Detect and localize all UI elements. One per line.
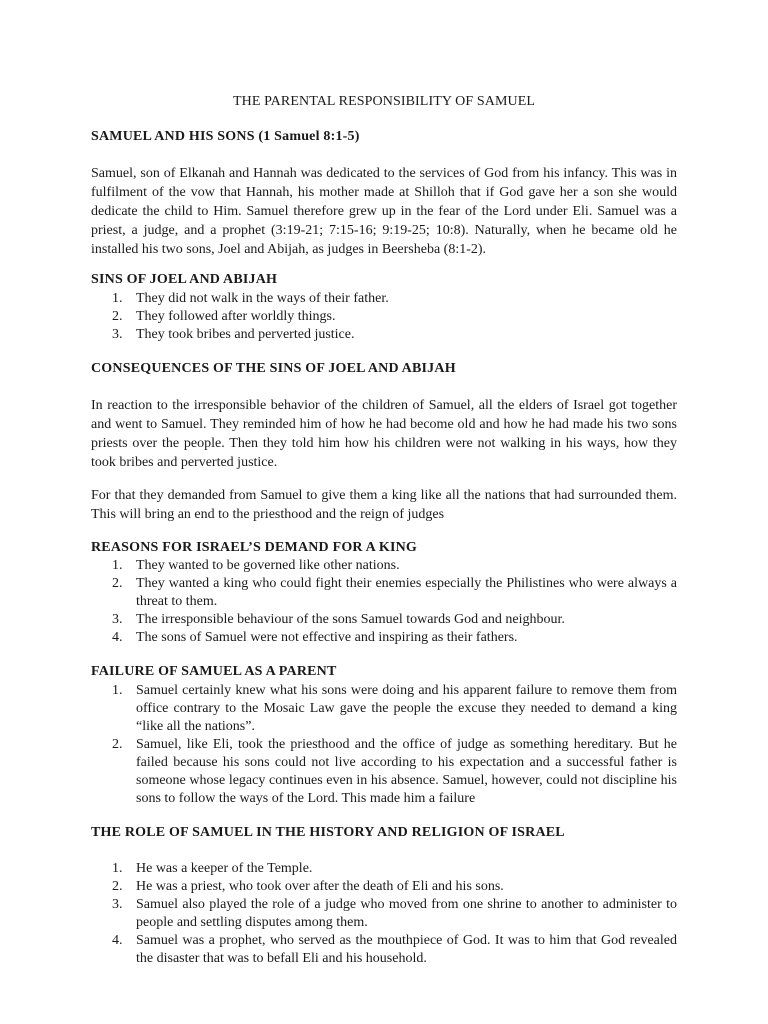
list-item — [91, 575, 677, 611]
list-item-text: They took bribes and perverted justice. — [136, 327, 355, 342]
paragraph-consequences-2: For that they demanded from Samuel to give them a king like all the nations that had surrounded them. This will bring an end to the priesthood and the reign of judges — [91, 488, 677, 522]
list-item — [91, 308, 677, 326]
role-list — [91, 860, 677, 968]
list-item — [91, 736, 677, 808]
list-item-text: The sons of Samuel were not effective and inspiring as their fathers. — [136, 630, 518, 645]
paragraph-samuel-background: Samuel, son of Elkanah and Hannah was dedicated to the services of God from his infancy. This was in fulfilment of the vow that Hannah, his mother made at Shilloh that if God gave her a son she would dedicate the child to Him. Samuel therefore grew up in the fear of the Lord under Eli. Samuel was a priest, a judge, and a prophet (3:19-21; 7:15-16; 9:19-25; 10:8). Naturally, when he became old he installed his two sons, Joel and Abijah, as judges in Beersheba (8:1-2). — [91, 166, 677, 257]
list-item-text: Samuel certainly knew what his sons were doing and his apparent failure to remove them from office contrary to the Mosaic Law gave the people the excuse they needed to demand a king “like all the nations”. — [136, 683, 677, 734]
list-number: 3. — [112, 897, 123, 912]
list-item — [91, 682, 677, 736]
list-item-text: Samuel was a prophet, who served as the mouthpiece of God. It was to him that God revealed the disaster that was to befall Eli and his household. — [136, 933, 677, 966]
sins-list — [91, 290, 677, 344]
section-heading-samuel-and-sons: SAMUEL AND HIS SONS (1 Samuel 8:1-5) — [91, 129, 360, 144]
section-heading-sins: SINS OF JOEL AND ABIJAH — [91, 272, 278, 287]
list-number: 4. — [112, 630, 123, 645]
list-item — [91, 932, 677, 968]
section-heading-failure: FAILURE OF SAMUEL AS A PARENT — [91, 664, 337, 679]
list-item-text: Samuel also played the role of a judge who moved from one shrine to another to administer to people and settling disputes among them. — [136, 897, 677, 930]
section-heading-consequences: CONSEQUENCES OF THE SINS OF JOEL AND ABIJAH — [91, 361, 456, 376]
list-number: 3. — [112, 327, 123, 342]
list-item — [91, 878, 677, 896]
list-item-text: They wanted to be governed like other nations. — [136, 558, 400, 573]
list-number: 1. — [112, 861, 123, 876]
list-item — [91, 611, 677, 629]
list-number: 2. — [112, 576, 123, 591]
list-item — [91, 860, 677, 878]
section-heading-role: THE ROLE OF SAMUEL IN THE HISTORY AND RELIGION OF ISRAEL — [91, 825, 565, 840]
list-item — [91, 896, 677, 932]
list-item — [91, 557, 677, 575]
list-item-text: They did not walk in the ways of their father. — [136, 291, 389, 306]
list-number: 2. — [112, 737, 123, 752]
list-number: 1. — [112, 683, 123, 698]
list-item-text: Samuel, like Eli, took the priesthood and the office of judge as something hereditary. But he failed because his sons could not live according to his expectation and a successful father is someone whose legacy continues even in his absence. Samuel, however, could not discipline his sons to follow the ways of the Lord. This made him a failure — [136, 737, 677, 806]
list-number: 1. — [112, 558, 123, 573]
list-item-text: He was a priest, who took over after the death of Eli and his sons. — [136, 879, 504, 894]
list-item — [91, 629, 677, 647]
list-number: 4. — [112, 933, 123, 948]
section-heading-reasons: REASONS FOR ISRAEL’S DEMAND FOR A KING — [91, 540, 418, 555]
list-number: 3. — [112, 612, 123, 627]
list-item-text: The irresponsible behaviour of the sons Samuel towards God and neighbour. — [136, 612, 565, 627]
list-item-text: They wanted a king who could fight their enemies especially the Philistines who were always a threat to them. — [136, 576, 677, 609]
list-item — [91, 290, 677, 308]
failure-list — [91, 682, 677, 808]
list-item-text: They followed after worldly things. — [136, 309, 336, 324]
list-number: 1. — [112, 291, 123, 306]
reasons-list — [91, 557, 677, 647]
list-number: 2. — [112, 879, 123, 894]
paragraph-consequences-1: In reaction to the irresponsible behavior of the children of Samuel, all the elders of Israel got together and went to Samuel. They reminded him of how he had become old and how he had made his two sons priests over the people. Then they told him how his children were not walking in his ways, how they took bribes and perverted justice. — [91, 398, 677, 470]
list-item — [91, 326, 677, 344]
list-item-text: He was a keeper of the Temple. — [136, 861, 313, 876]
list-number: 2. — [112, 309, 123, 324]
document-title: THE PARENTAL RESPONSIBILITY OF SAMUEL — [232, 94, 536, 109]
